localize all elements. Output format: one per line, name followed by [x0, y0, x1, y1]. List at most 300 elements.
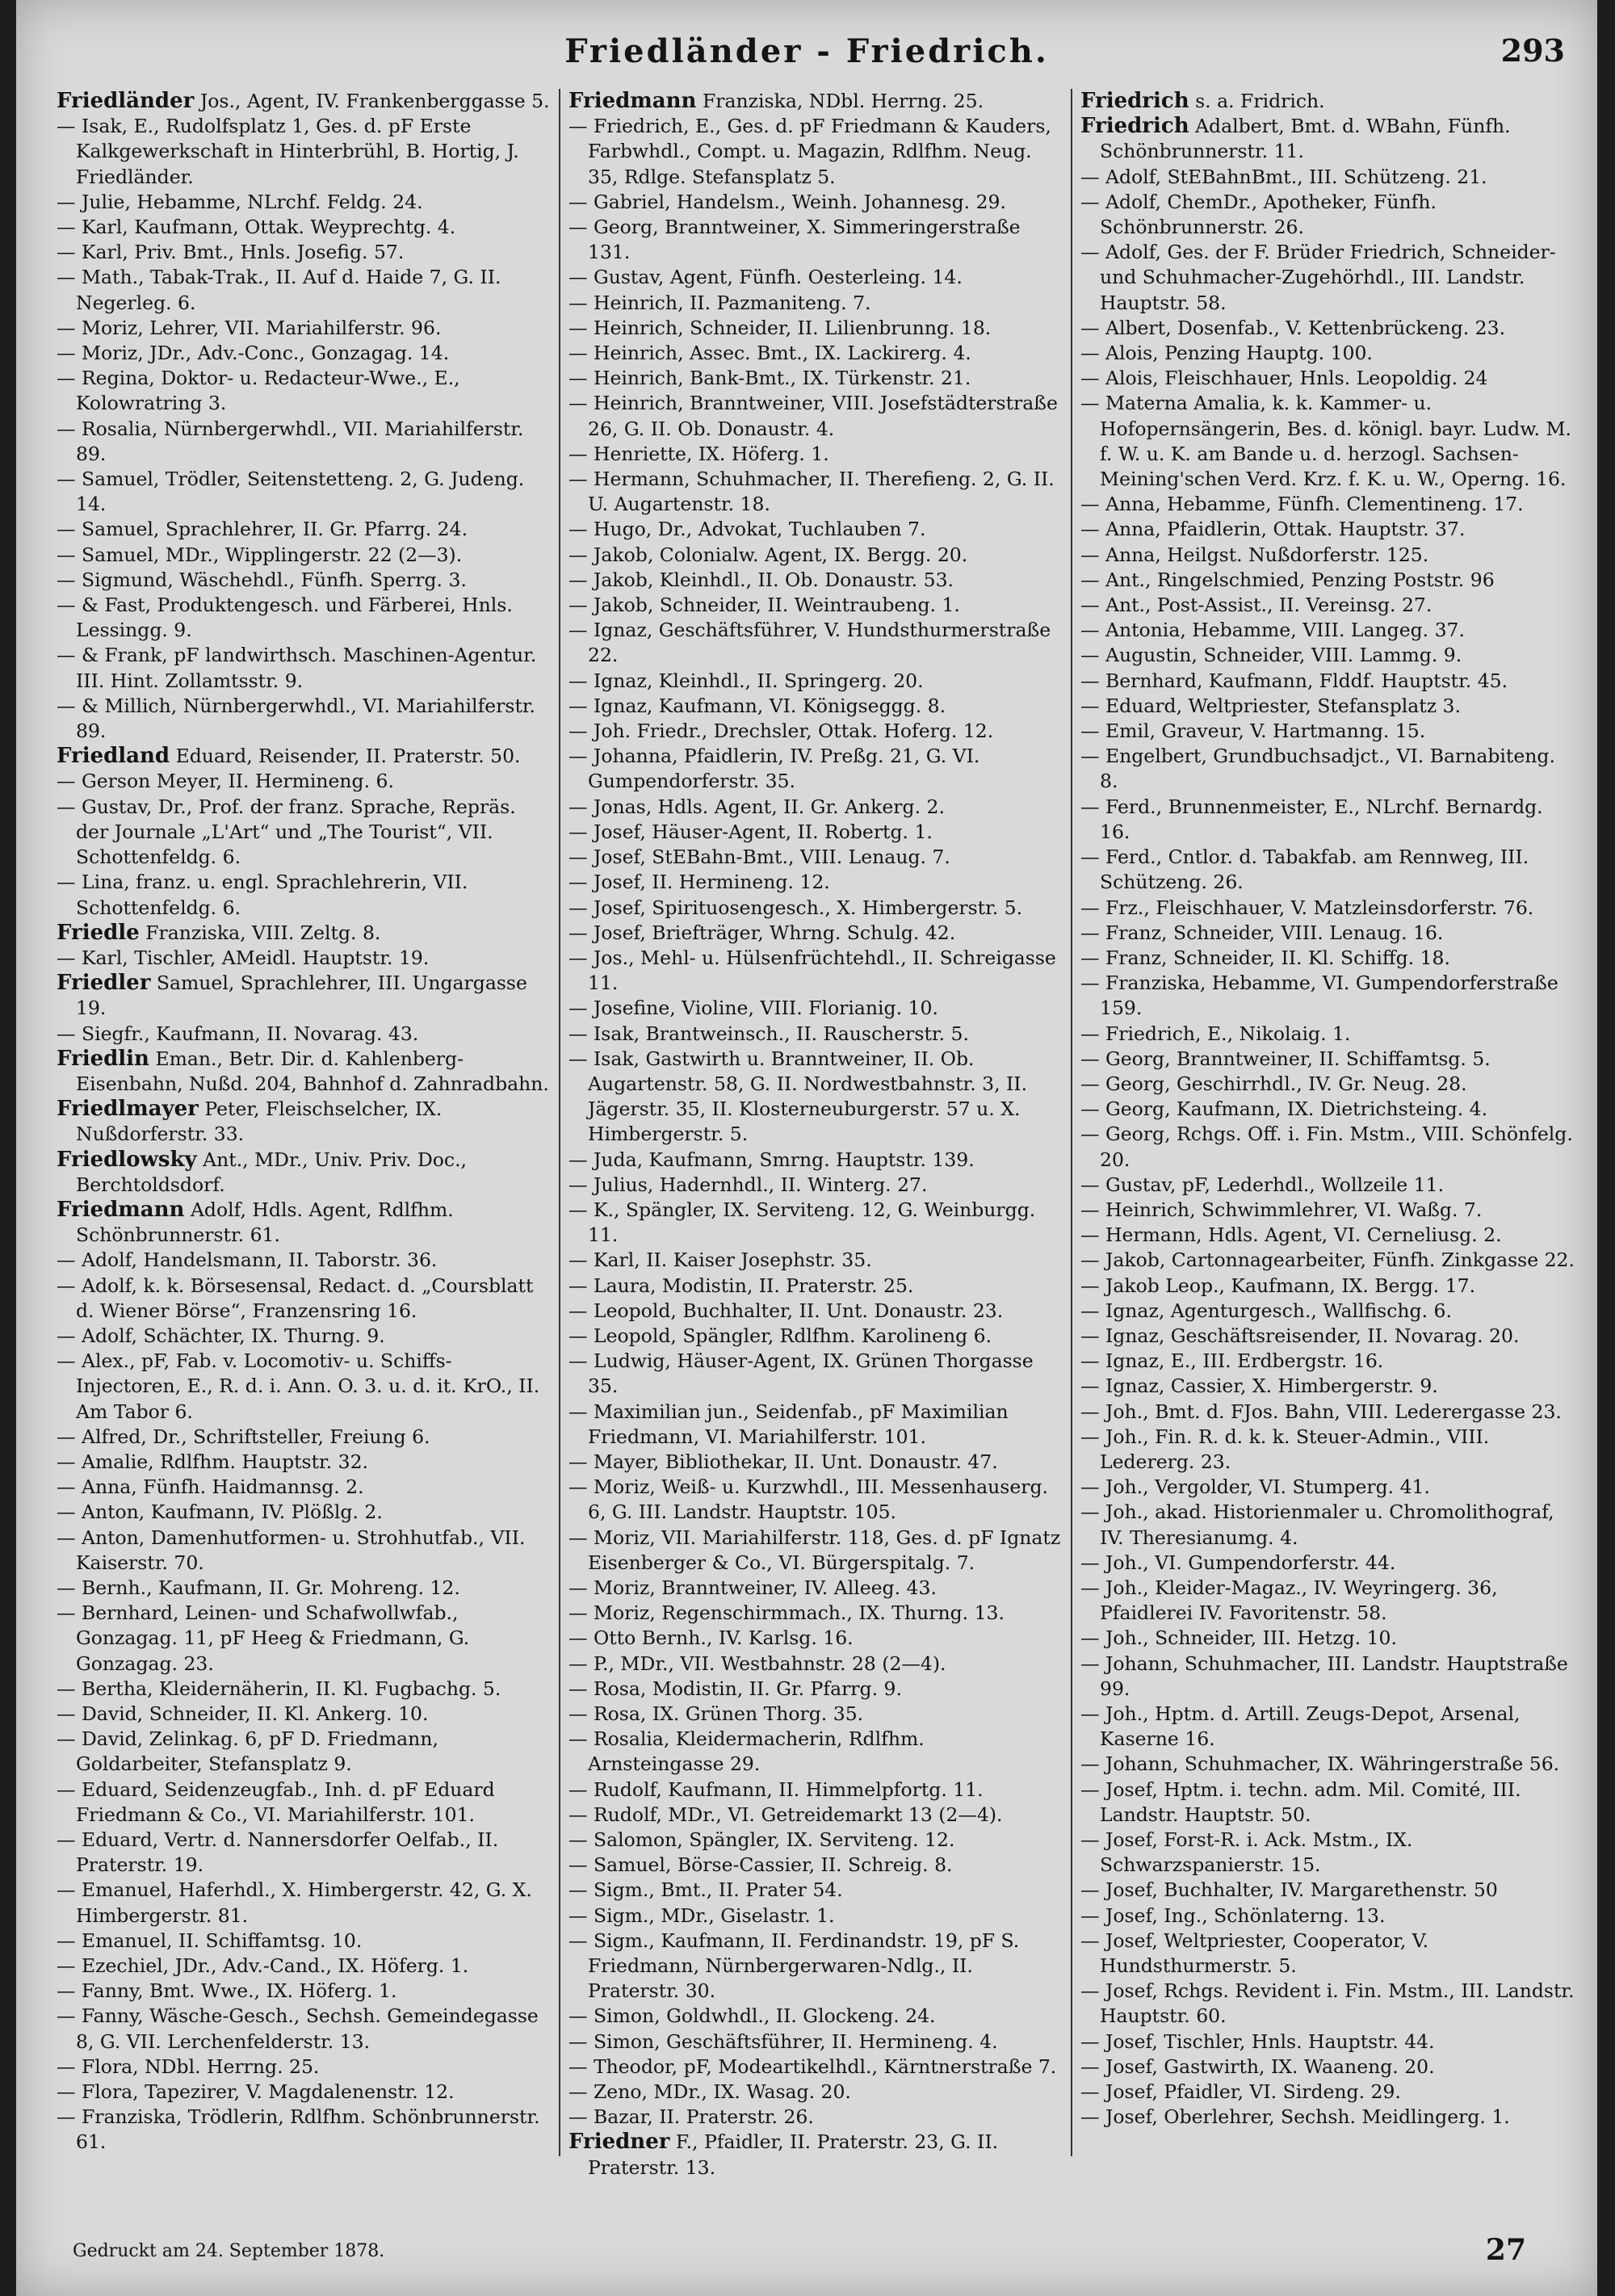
entry-text: — Ezechiel, JDr., Adv.-Cand., IX. Höferg. 1.: [57, 1954, 469, 1978]
entry-text: — Joh., akad. Historienmaler u. Chromolithograf, IV. Theresianumg. 4.: [1080, 1501, 1554, 1549]
entry-text: — Sigmund, Wäschehdl., Fünfh. Sperrg. 3.: [57, 568, 467, 591]
entry-text: — Ludwig, Häuser-Agent, IX. Grünen Thorgasse 35.: [568, 1349, 1034, 1398]
directory-entry: [568, 669, 1063, 694]
directory-entry: [57, 89, 551, 114]
entry-text: — David, Schneider, II. Kl. Ankerg. 10.: [57, 1702, 429, 1725]
entry-text: — Karl, Tischler, AMeidl. Hauptstr. 19.: [57, 946, 430, 969]
directory-entry: [1080, 240, 1575, 316]
entry-text: — Friedrich, E., Nikolaig. 1.: [1080, 1022, 1351, 1045]
entry-text: — Jakob, Cartonnagearbeiter, Fünfh. Zinkgasse 22.: [1080, 1249, 1575, 1272]
directory-entry: [1080, 1500, 1575, 1550]
entry-text: — Bazar, II. Praterstr. 26.: [568, 2105, 814, 2129]
directory-entry: [568, 996, 1063, 1021]
directory-entry: [1080, 568, 1575, 593]
directory-entry: [57, 1601, 551, 1677]
directory-entry: [568, 795, 1063, 820]
entry-text: — Heinrich, Schwimmlehrer, VI. Waßg. 7.: [1080, 1198, 1483, 1221]
directory-entry: [57, 1475, 551, 1500]
directory-entry: [568, 341, 1063, 366]
directory-entry: [568, 1929, 1063, 2004]
entry-text: — Amalie, Rdlfhm. Hauptstr. 32.: [57, 1450, 369, 1473]
entry-text: — & Fast, Produktengesch. und Färberei, Hnls. Lessingg. 9.: [57, 594, 513, 642]
entry-text: — P., MDr., VII. Westbahnstr. 28 (2—4).: [568, 1652, 946, 1675]
entry-text: — Franziska, Hebamme, VI. Gumpendorferstraße 159.: [1080, 972, 1558, 1020]
entry-text: Eman., Betr. Dir. d. Kahlenberg-Eisenbahn, Nußd. 204, Bahnhof d. Zahnradbahn.: [76, 1047, 549, 1095]
entry-text: — Georg, Branntweiner, X. Simmeringerstraße 131.: [568, 216, 1021, 264]
entry-surname: Friedner: [568, 2130, 670, 2155]
entry-text: — Jos., Mehl- u. Hülsenfrüchtehdl., II. Schreigasse 11.: [568, 946, 1056, 995]
entry-surname: Friedländer: [57, 89, 195, 113]
entry-text: — Rudolf, Kaufmann, II. Himmelpfortg. 11.: [568, 1778, 984, 1801]
directory-entry: [57, 1828, 551, 1878]
directory-entry: [568, 1576, 1063, 1601]
entry-text: Adalbert, Bmt. d. WBahn, Fünfh. Schönbrunnerstr. 11.: [1100, 115, 1511, 163]
directory-entry: [568, 1475, 1063, 1525]
entry-text: — & Frank, pF landwirthsch. Maschinen-Agentur. III. Hint. Zollamtsstr. 9.: [57, 644, 537, 692]
entry-text: — Samuel, Sprachlehrer, II. Gr. Pfarrg. 24.: [57, 518, 468, 541]
directory-entry: [57, 2080, 551, 2105]
entry-text: — Emanuel, II. Schiffamtsg. 10.: [57, 1929, 363, 1952]
directory-entry: [57, 744, 551, 769]
entry-text: Eduard, Reisender, II. Praterstr. 50.: [170, 745, 521, 768]
directory-entry: [568, 1702, 1063, 1727]
directory-entry: [1080, 896, 1575, 921]
directory-entry: [57, 1954, 551, 1979]
entry-text: — Anton, Kaufmann, IV. Plößlg. 2.: [57, 1501, 383, 1524]
entry-text: — Joh., Schneider, III. Hetzg. 10.: [1080, 1627, 1397, 1650]
directory-entry: [57, 366, 551, 416]
entry-text: — Joh., Kleider-Magaz., IV. Weyringerg. 36, Pfaidlerei IV. Favoritenstr. 58.: [1080, 1576, 1498, 1625]
directory-entry: [57, 921, 551, 946]
column-3: [1080, 89, 1575, 2205]
entry-text: Franziska, VIII. Zeltg. 8.: [139, 921, 381, 944]
entry-text: — Moriz, VII. Mariahilferstr. 118, Ges. d. pF Ignatz Eisenberger & Co., VI. Bürgerspitalg. 7.: [568, 1526, 1061, 1574]
entry-text: — Ignaz, Geschäftsreisender, II. Novarag. 20.: [1080, 1324, 1520, 1347]
directory-entry: [57, 2004, 551, 2054]
entry-text: — Mayer, Bibliothekar, II. Unt. Donaustr. 47.: [568, 1450, 998, 1473]
directory-entry: [1080, 971, 1575, 1021]
entry-text: F., Pfaidler, II. Praterstr. 23, G. II. Praterstr. 13.: [588, 2130, 999, 2179]
directory-entry: [1080, 341, 1575, 366]
directory-entry: [57, 265, 551, 315]
entry-surname: Friedrich: [1080, 114, 1189, 139]
entry-text: — Sigm., Kaufmann, II. Ferdinandstr. 19, pF S. Friedmann, Nürnbergerwaren-Ndlg., II. Praterstr. 30.: [568, 1929, 1020, 2003]
entry-text: — Jakob, Schneider, II. Weintraubeng. 1.: [568, 594, 960, 617]
directory-entry: [1080, 1475, 1575, 1500]
entry-text: — Sigm., Bmt., II. Prater 54.: [568, 1878, 843, 1902]
directory-entry: [1080, 643, 1575, 668]
directory-entry: [1080, 1979, 1575, 2029]
entry-text: — Josef, Forst-R. i. Ack. Mstm., IX. Schwarzspanierstr. 15.: [1080, 1828, 1413, 1877]
entry-text: — Ignaz, E., III. Erdbergstr. 16.: [1080, 1349, 1384, 1373]
directory-entry: [568, 265, 1063, 290]
directory-entry: [1080, 190, 1575, 240]
directory-entry: [1080, 1778, 1575, 1828]
entry-text: — Rosalia, Kleidermacherin, Rdlfhm. Arnsteingasse 29.: [568, 1727, 925, 1776]
entry-text: — Ant., Ringelschmied, Penzing Poststr. 96: [1080, 568, 1495, 591]
entry-text: — Antonia, Hebamme, VIII. Langeg. 37.: [1080, 619, 1465, 642]
directory-entry: [1080, 2105, 1575, 2130]
directory-entry: [568, 1349, 1063, 1399]
entry-text: — Math., Tabak-Trak., II. Auf d. Haide 7, G. II. Negerleg. 6.: [57, 266, 501, 314]
entry-text: — Moriz, Branntweiner, IV. Alleeg. 43.: [568, 1576, 937, 1599]
directory-entry: [1080, 795, 1575, 845]
entry-text: — Josef, Ing., Schönlaterng. 13.: [1080, 1904, 1386, 1927]
entry-text: — Hermann, Hdls. Agent, VI. Cerneliusg. 2.: [1080, 1224, 1502, 1247]
directory-entry: [568, 1324, 1063, 1349]
entry-text: — Josef, II. Hermineng. 12.: [568, 871, 830, 894]
directory-entry: [57, 870, 551, 920]
directory-entry: [1080, 316, 1575, 341]
page-title: Friedländer - Friedrich.: [564, 32, 1049, 70]
directory-entry: [1080, 1929, 1575, 1979]
entry-text: — Maximilian jun., Seidenfab., pF Maximilian Friedmann, VI. Mariahilferstr. 101.: [568, 1400, 1009, 1448]
entry-text: — Siegfr., Kaufmann, II. Novarag. 43.: [57, 1022, 419, 1045]
directory-entry: [1080, 1702, 1575, 1752]
entry-text: — Lina, franz. u. engl. Sprachlehrerin, VII. Schottenfeldg. 6.: [57, 871, 468, 919]
entry-text: — Engelbert, Grundbuchsadjct., VI. Barnabiteng. 8.: [1080, 745, 1555, 793]
directory-entry: [57, 1677, 551, 1702]
directory-entry: [1080, 2029, 1575, 2055]
entry-text: — Joh., Bmt. d. FJos. Bahn, VIII. Lederergasse 23.: [1080, 1400, 1562, 1423]
directory-entry: [1080, 669, 1575, 694]
entry-text: — Heinrich, II. Pazmaniteng. 7.: [568, 291, 871, 314]
directory-entry: [57, 517, 551, 542]
directory-entry: [57, 1425, 551, 1450]
entry-text: — Julie, Hebamme, NLrchf. Feldg. 24.: [57, 190, 423, 213]
entry-text: — Gustav, Dr., Prof. der franz. Sprache, Repräs. der Journale „L'Art“ und „The Tourist“, VII. Schottenfeldg. 6.: [57, 795, 516, 869]
directory-entry: [568, 517, 1063, 542]
entry-surname: Friedlin: [57, 1046, 149, 1071]
entry-text: — Joh., VI. Gumpendorferstr. 44.: [1080, 1551, 1396, 1574]
entry-text: — Simon, Goldwhdl., II. Glockeng. 24.: [568, 2004, 936, 2028]
entry-text: — Joh., Vergolder, VI. Stumperg. 41.: [1080, 1475, 1430, 1499]
directory-entry: [57, 694, 551, 744]
entry-text: — Joh. Friedr., Drechsler, Ottak. Hoferg. 12.: [568, 720, 994, 743]
entry-text: — Leopold, Buchhalter, II. Unt. Donaustr. 23.: [568, 1299, 1004, 1322]
directory-entry: [57, 1929, 551, 1954]
entry-text: — Flora, Tapezirer, V. Magdalenenstr. 12.: [57, 2080, 455, 2104]
entry-surname: Friedler: [57, 971, 151, 996]
entry-text: — Frz., Fleischhauer, V. Matzleinsdorferstr. 76.: [1080, 896, 1534, 919]
directory-entry: [57, 467, 551, 517]
entry-text: — Theodor, pF, Modeartikelhdl., Kärntnerstraße 7.: [568, 2055, 1057, 2078]
entry-text: — Karl, II. Kaiser Josephstr. 35.: [568, 1249, 872, 1272]
entry-text: — Alois, Fleischhauer, Hnls. Leopoldig. 24: [1080, 367, 1488, 390]
entry-text: — Karl, Priv. Bmt., Hnls. Josefig. 57.: [57, 241, 405, 264]
entry-text: Samuel, Sprachlehrer, III. Ungargasse 19.: [76, 972, 527, 1020]
directory-entry: [1080, 618, 1575, 643]
entry-text: Jos., Agent, IV. Frankenberggasse 5.: [194, 90, 550, 112]
directory-entry: [568, 744, 1063, 794]
entry-text: — Regina, Doktor- u. Redacteur-Wwe., E., Kolowratring 3.: [57, 367, 460, 415]
directory-entry: [568, 2055, 1063, 2080]
directory-entry: [1080, 165, 1575, 190]
entry-text: — Samuel, MDr., Wipplingerstr. 22 (2—3).: [57, 543, 463, 566]
entry-text: — Josef, Weltpriester, Cooperator, V. Hundsthurmerstr. 5.: [1080, 1929, 1429, 1978]
directory-entry: [1080, 694, 1575, 719]
entry-text: — Franz, Schneider, VIII. Lenaug. 16.: [1080, 921, 1444, 944]
entry-surname: Friedlowsky: [57, 1147, 197, 1172]
directory-entry: [568, 2080, 1063, 2105]
directory-entry: [568, 89, 1063, 114]
entry-text: — Gabriel, Handelsm., Weinh. Johannesg. 29.: [568, 190, 1006, 213]
directory-entry: [568, 1677, 1063, 1702]
directory-entry: [1080, 89, 1575, 114]
directory-entry: [1080, 1248, 1575, 1273]
entry-text: — Jakob Leop., Kaufmann, IX. Bergg. 17.: [1080, 1274, 1476, 1297]
directory-entry: [1080, 1576, 1575, 1626]
entry-text: — Franziska, Trödlerin, Rdlfhm. Schönbrunnerstr. 61.: [57, 2105, 540, 2154]
entry-text: — Johann, Schuhmacher, III. Landstr. Hauptstraße 99.: [1080, 1652, 1568, 1700]
directory-entry: [57, 1349, 551, 1425]
directory-entry: [1080, 1828, 1575, 1878]
entry-text: — Georg, Geschirrhdl., IV. Gr. Neug. 28.: [1080, 1072, 1467, 1095]
directory-entry: [57, 971, 551, 1021]
page-number: 293: [1500, 32, 1565, 69]
entry-text: — Juda, Kaufmann, Smrng. Hauptstr. 139.: [568, 1148, 975, 1171]
entry-text: — Adolf, Handelsmann, II. Taborstr. 36.: [57, 1249, 438, 1272]
directory-entry: [1080, 1752, 1575, 1777]
entry-text: — Ferd., Cntlor. d. Tabakfab. am Rennweg, III. Schützeng. 26.: [1080, 846, 1529, 894]
entry-text: — Josef, Briefträger, Whrng. Schulg. 42.: [568, 921, 956, 944]
entry-text: — Augustin, Schneider, VIII. Lammg. 9.: [1080, 644, 1462, 667]
entry-text: Peter, Fleischselcher, IX. Nußdorferstr. 33.: [76, 1098, 443, 1146]
directory-entry: [568, 845, 1063, 870]
entry-surname: Friedrich: [1080, 89, 1189, 113]
directory-entry: [1080, 1878, 1575, 1903]
directory-entry: [568, 1450, 1063, 1475]
entry-text: — Ignaz, Cassier, X. Himbergerstr. 9.: [1080, 1375, 1438, 1398]
directory-entry: [57, 1702, 551, 1727]
entry-surname: Friedland: [57, 744, 170, 769]
directory-entry: [57, 1878, 551, 1928]
directory-entry: [57, 2055, 551, 2080]
entry-text: — Josef, StEBahn-Bmt., VIII. Lenaug. 7.: [568, 846, 950, 869]
page-footer: [73, 2233, 1558, 2273]
entry-text: — Josef, Hptm. i. techn. adm. Mil. Comité, III. Landstr. Hauptstr. 50.: [1080, 1778, 1521, 1826]
directory-entry: [57, 1148, 551, 1198]
directory-entry: [568, 1878, 1063, 1903]
directory-entry: [568, 190, 1063, 215]
directory-entry: [57, 769, 551, 794]
entry-text: — Heinrich, Branntweiner, VIII. Josefstädterstraße 26, G. II. Ob. Donaustr. 4.: [568, 392, 1058, 440]
directory-entry: [57, 593, 551, 643]
directory-entry: [1080, 2055, 1575, 2080]
directory-entry: [568, 719, 1063, 744]
entry-text: s. a. Fridrich.: [1189, 90, 1325, 112]
directory-entry: [568, 467, 1063, 517]
entry-text: — Jonas, Hdls. Agent, II. Gr. Ankerg. 2.: [568, 795, 945, 818]
directory-entry: [1080, 1425, 1575, 1475]
entry-text: — Moriz, Weiß- u. Kurzwhdl., III. Messenhauserg. 6, G. III. Landstr. Hauptstr. 105.: [568, 1475, 1049, 1524]
directory-entry: [57, 417, 551, 467]
directory-entry: [1080, 1047, 1575, 1072]
column-divider: [559, 89, 560, 2156]
directory-entry: [57, 643, 551, 693]
directory-entry: [1080, 517, 1575, 542]
entry-text: — Georg, Branntweiner, II. Schiffamtsg. 5.: [1080, 1047, 1491, 1070]
directory-entry: [568, 2130, 1063, 2180]
entry-text: — Rosalia, Nürnbergerwhdl., VII. Mariahilferstr. 89.: [57, 417, 524, 465]
entry-text: — Ant., Post-Assist., II. Vereinsg. 27.: [1080, 594, 1433, 617]
entry-text: — Ignaz, Geschäftsführer, V. Hundsthurmerstraße 22.: [568, 619, 1051, 667]
directory-entry: [57, 1324, 551, 1349]
directory-entry: [1080, 946, 1575, 971]
entry-text: — Johanna, Pfaidlerin, IV. Preßg. 21, G. VI. Gumpendorferstr. 35.: [568, 745, 980, 793]
entry-text: — Eduard, Vertr. d. Nannersdorfer Oelfab., II. Praterstr. 19.: [57, 1828, 499, 1877]
directory-entry: [568, 1248, 1063, 1273]
entry-text: — Emil, Graveur, V. Hartmanng. 15.: [1080, 720, 1426, 743]
sheet-signature: 27: [1485, 2233, 1526, 2267]
directory-entry: [568, 870, 1063, 895]
directory-entry: [57, 1778, 551, 1828]
directory-entry: [57, 2105, 551, 2155]
directory-entry: [568, 1828, 1063, 1853]
entry-text: — K., Spängler, IX. Serviteng. 12, G. Weinburgg. 11.: [568, 1198, 1036, 1247]
directory-entry: [57, 1500, 551, 1525]
directory-entry: [1080, 492, 1575, 517]
directory-entry: [568, 1198, 1063, 1248]
entry-text: — Flora, NDbl. Herrng. 25.: [57, 2055, 320, 2078]
entry-text: — Eduard, Weltpriester, Stefansplatz 3.: [1080, 694, 1461, 717]
entry-text: — Isak, Brantweinsch., II. Rauscherstr. 5.: [568, 1022, 969, 1045]
directory-entry: [568, 921, 1063, 946]
entry-text: — Ferd., Brunnenmeister, E., NLrchf. Bernardg. 16.: [1080, 795, 1543, 843]
directory-entry: [1080, 1022, 1575, 1047]
directory-entry: [57, 946, 551, 971]
entry-text: — Anna, Fünfh. Haidmannsg. 2.: [57, 1475, 364, 1499]
entry-text: — Zeno, MDr., IX. Wasag. 20.: [568, 2080, 851, 2104]
entry-text: — Albert, Dosenfab., V. Kettenbrückeng. 23.: [1080, 316, 1506, 339]
directory-entry: [568, 366, 1063, 391]
entry-text: — Josef, Gastwirth, IX. Waaneng. 20.: [1080, 2055, 1435, 2078]
entry-text: — Bernhard, Leinen- und Schafwollwfab., Gonzagag. 11, pF Heeg & Friedmann, G. Gonzagag. 23.: [57, 1601, 470, 1675]
directory-entry: [1080, 114, 1575, 164]
directory-entry: [1080, 1122, 1575, 1172]
column-1: [57, 89, 551, 2205]
entry-text: — Adolf, ChemDr., Apotheker, Fünfh. Schönbrunnerstr. 26.: [1080, 190, 1437, 239]
entry-text: — Anton, Damenhutformen- u. Strohhutfab., VII. Kaiserstr. 70.: [57, 1526, 526, 1574]
directory-entry: [1080, 719, 1575, 744]
column-2: [568, 89, 1063, 2205]
column-divider: [1071, 89, 1072, 2156]
entry-text: — Alois, Penzing Hauptg. 100.: [1080, 342, 1373, 365]
directory-entry: [568, 1853, 1063, 1878]
directory-entry: [1080, 1374, 1575, 1399]
directory-entry: [57, 215, 551, 240]
entry-text: — Gustav, pF, Lederhdl., Wollzeile 11.: [1080, 1173, 1445, 1196]
directory-entry: [568, 2029, 1063, 2055]
entry-text: — Fanny, Wäsche-Gesch., Sechsh. Gemeindegasse 8, G. VII. Lerchenfelderstr. 13.: [57, 2004, 539, 2053]
directory-entry: [568, 946, 1063, 996]
directory-entry: [1080, 1349, 1575, 1374]
entry-text: — Rudolf, MDr., VI. Getreidemarkt 13 (2—4).: [568, 1803, 1003, 1826]
entry-text: — Karl, Kaufmann, Ottak. Weyprechtg. 4.: [57, 216, 456, 239]
entry-text: — Ignaz, Kaufmann, VI. Königseggg. 8.: [568, 694, 946, 717]
directory-entry: [1080, 593, 1575, 618]
directory-entry: [1080, 921, 1575, 946]
entry-text: — Anna, Heilgst. Nußdorferstr. 125.: [1080, 543, 1429, 566]
directory-entry: [568, 1400, 1063, 1450]
directory-entry: [568, 568, 1063, 593]
directory-entry: [568, 896, 1063, 921]
entry-text: — Adolf, StEBahnBmt., III. Schützeng. 21.: [1080, 165, 1487, 188]
entry-text: — Henriette, IX. Höferg. 1.: [568, 442, 829, 465]
entry-text: — Fanny, Bmt. Wwe., IX. Höferg. 1.: [57, 1979, 397, 2003]
entry-text: — Moriz, JDr., Adv.-Conc., Gonzagag. 14.: [57, 342, 450, 365]
entry-text: — Samuel, Börse-Cassier, II. Schreig. 8.: [568, 1853, 953, 1877]
entry-surname: Friedmann: [568, 89, 697, 113]
entry-text: — Isak, Gastwirth u. Branntweiner, II. Ob. Augartenstr. 58, G. II. Nordwestbahnstr. 3, II. Jägerstr. 35, II. Klosterneuburgerstr. 57 u. X. Himbergerstr. 5.: [568, 1047, 1028, 1146]
entry-text: — Josefine, Violine, VIII. Florianig. 10.: [568, 997, 938, 1020]
entry-surname: Friedlmayer: [57, 1097, 199, 1122]
entry-text: — David, Zelinkag. 6, pF D. Friedmann, Goldarbeiter, Stefansplatz 9.: [57, 1727, 438, 1776]
entry-text: — Otto Bernh., IV. Karlsg. 16.: [568, 1627, 854, 1650]
entry-text: — Julius, Hadernhdl., II. Winterg. 27.: [568, 1173, 928, 1196]
directory-entry: [1080, 1626, 1575, 1651]
entry-text: — Simon, Geschäftsführer, II. Hermineng. 4.: [568, 2029, 998, 2053]
directory-entry: [57, 1198, 551, 1248]
directory-entry: [57, 568, 551, 593]
directory-entry: [1080, 366, 1575, 391]
directory-entry: [568, 694, 1063, 719]
directory-page: [16, 0, 1597, 2296]
entry-text: — Joh., Fin. R. d. k. k. Steuer-Admin., VIII. Ledererg. 23.: [1080, 1425, 1490, 1473]
entry-text: — Bertha, Kleidernäherin, II. Kl. Fugbachg. 5.: [57, 1677, 501, 1700]
entry-text: — Sigm., MDr., Giselastr. 1.: [568, 1904, 835, 1927]
entry-text: — Josef, Pfaidler, VI. Sirdeng. 29.: [1080, 2080, 1401, 2104]
directory-entry: [568, 618, 1063, 668]
entry-text: — Gustav, Agent, Fünfh. Oesterleing. 14.: [568, 266, 963, 289]
entry-text: — Adolf, Schächter, IX. Thurng. 9.: [57, 1324, 385, 1347]
directory-entry: [568, 593, 1063, 618]
directory-entry: [57, 1979, 551, 2004]
entry-surname: Friedmann: [57, 1197, 185, 1222]
entry-text: — Samuel, Trödler, Seitenstetteng. 2, G. Judeng. 14.: [57, 468, 525, 516]
entry-text: — Heinrich, Schneider, II. Lilienbrunng. 18.: [568, 316, 992, 339]
entry-text: — Alfred, Dr., Schriftsteller, Freiung 6.: [57, 1425, 430, 1448]
entry-text: — Anna, Hebamme, Fünfh. Clementineng. 17.: [1080, 493, 1524, 516]
entry-text: — Bernhard, Kaufmann, Flddf. Hauptstr. 45.: [1080, 669, 1508, 692]
directory-entry: [568, 1778, 1063, 1803]
directory-entry: [1080, 845, 1575, 895]
directory-entry: [1080, 1274, 1575, 1299]
directory-entry: [57, 114, 551, 190]
directory-entry: [568, 1626, 1063, 1651]
entry-text: — Josef, Spirituosengesch., X. Himbergerstr. 5.: [568, 896, 1023, 919]
directory-entry: [1080, 1904, 1575, 1929]
directory-entry: [568, 442, 1063, 467]
directory-entry: [568, 1173, 1063, 1198]
print-date: Gedruckt am 24. September 1878.: [73, 2241, 385, 2261]
entry-text: — Adolf, Ges. der F. Brüder Friedrich, Schneider- und Schuhmacher-Zugehörhdl., III. Landstr. Hauptstr. 58.: [1080, 241, 1556, 314]
page-header: [16, 32, 1597, 89]
directory-entry: [568, 291, 1063, 316]
entry-text: Franziska, NDbl. Herrng. 25.: [696, 90, 984, 112]
entry-text: — Heinrich, Assec. Bmt., IX. Lackirerg. 4.: [568, 342, 971, 365]
directory-entry: [57, 1727, 551, 1777]
directory-entry: [57, 1526, 551, 1576]
entry-text: — Hugo, Dr., Advokat, Tuchlauben 7.: [568, 518, 926, 541]
entry-text: — Rosa, IX. Grünen Thorg. 35.: [568, 1702, 864, 1725]
entry-text: — Rosa, Modistin, II. Gr. Pfarrg. 9.: [568, 1677, 902, 1700]
directory-entry: [1080, 1400, 1575, 1425]
directory-entry: [568, 316, 1063, 341]
directory-entry: [1080, 2080, 1575, 2105]
entry-text: — Josef, Rchgs. Revident i. Fin. Mstm., III. Landstr. Hauptstr. 60.: [1080, 1979, 1575, 2028]
directory-entry: [57, 1450, 551, 1475]
